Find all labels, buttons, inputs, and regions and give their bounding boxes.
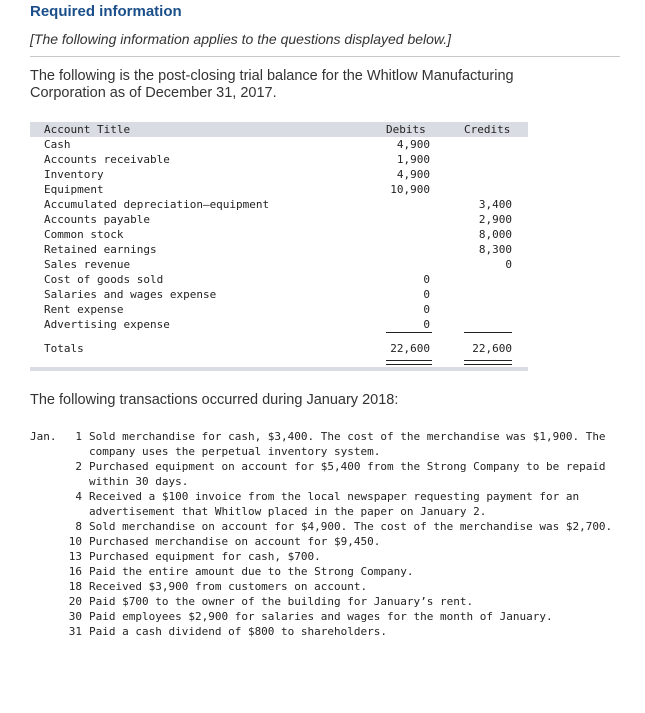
account-title-cell: Cash [44, 138, 71, 151]
transaction-text: Paid $700 to the owner of the building for January’s rent. [89, 595, 474, 608]
transaction-item [30, 459, 630, 489]
debit-sum-line [386, 332, 432, 333]
debit-cell: 0 [423, 273, 430, 286]
table-row [30, 197, 528, 212]
account-title-cell: Sales revenue [44, 258, 131, 271]
transaction-day: 2 [75, 460, 82, 473]
transactions-list [30, 429, 630, 639]
account-title-cell: Rent expense [44, 303, 124, 316]
account-title-cell: Accounts payable [44, 213, 150, 226]
table-row [30, 302, 528, 317]
trial-balance-header [30, 122, 528, 137]
table-bottom-bar [30, 367, 528, 371]
account-title-cell: Inventory [44, 168, 104, 181]
credit-cell: 8,000 [478, 228, 512, 241]
header-debits: Debits [386, 123, 426, 136]
account-title-cell: Salaries and wages expense [44, 288, 217, 301]
header-account-title: Account Title [44, 123, 131, 136]
transaction-day: 10 [68, 535, 82, 548]
credit-sum-line [464, 332, 512, 333]
header-credits: Credits [464, 123, 511, 136]
transaction-item [30, 579, 630, 594]
account-title-cell: Common stock [44, 228, 124, 241]
table-row [30, 317, 528, 332]
transaction-text: Purchased merchandise on account for $9,450. [89, 535, 381, 548]
credit-cell: 0 [505, 258, 512, 271]
debit-cell: 4,900 [396, 138, 430, 151]
debit-cell: 0 [423, 303, 430, 316]
transaction-item [30, 549, 630, 564]
account-title-cell: Accumulated depreciation—equipment [44, 198, 270, 211]
transaction-text: Sold merchandise for cash, $3,400. The cost of the merchandise was $1,900. The company uses the perpetual inventory system. [89, 430, 613, 458]
transaction-day: 4 [75, 490, 82, 503]
table-row [30, 242, 528, 257]
transaction-text: Purchased equipment for cash, $700. [89, 550, 321, 563]
table-row [30, 137, 528, 152]
transaction-day: 30 [68, 610, 82, 623]
transaction-item [30, 519, 630, 534]
table-row [30, 167, 528, 182]
debit-cell: 4,900 [396, 168, 430, 181]
trial-balance-rows [30, 137, 528, 332]
table-row [30, 212, 528, 227]
account-title-cell: Retained earnings [44, 243, 157, 256]
transactions-intro: The following transactions occurred during January 2018: [30, 392, 399, 408]
transaction-day: 1 [75, 430, 82, 443]
table-row [30, 227, 528, 242]
credit-cell: 8,300 [478, 243, 512, 256]
transaction-item [30, 609, 630, 624]
transaction-text: Paid a cash dividend of $800 to shareholders. [89, 625, 388, 638]
transaction-text: Paid employees $2,900 for salaries and wages for the month of January. [89, 610, 553, 623]
account-title-cell: Cost of goods sold [44, 273, 164, 286]
transaction-day: 20 [68, 595, 82, 608]
intro-text: The following is the post-closing trial balance for the Whitlow Manufacturing Corporation as of December 31, 2017. [30, 68, 514, 101]
trial-balance-table [30, 122, 528, 371]
transaction-text: Sold merchandise on account for $4,900. The cost of the merchandise was $2,700. [89, 520, 613, 533]
totals-debit: 22,600 [390, 342, 430, 355]
table-row [30, 287, 528, 302]
transaction-day: 8 [75, 520, 82, 533]
account-title-cell: Equipment [44, 183, 104, 196]
transaction-day: 31 [68, 625, 82, 638]
transaction-day: 13 [68, 550, 82, 563]
transaction-day: 16 [68, 565, 82, 578]
table-row [30, 272, 528, 287]
totals-credit: 22,600 [472, 342, 512, 355]
transaction-text: Received a $100 invoice from the local newspaper requesting payment for an advertisement that Whitlow placed in the paper on January 2. [89, 490, 586, 518]
totals-label: Totals [44, 342, 84, 355]
info-note: [The following information applies to the questions displayed below.] [30, 31, 452, 47]
transaction-item [30, 594, 630, 609]
table-row [30, 182, 528, 197]
credit-double-underline [464, 360, 512, 365]
credit-cell: 3,400 [478, 198, 512, 211]
debit-cell: 0 [423, 288, 430, 301]
transaction-item [30, 489, 630, 519]
credit-cell: 2,900 [478, 213, 512, 226]
debit-cell: 10,900 [390, 183, 430, 196]
transaction-item [30, 624, 630, 639]
debit-cell: 1,900 [396, 153, 430, 166]
debit-cell: 0 [423, 318, 430, 331]
transaction-text: Received $3,900 from customers on account. [89, 580, 368, 593]
transaction-item [30, 564, 630, 579]
transaction-text: Paid the entire amount due to the Strong Company. [89, 565, 414, 578]
page-title: Required information [30, 3, 182, 20]
divider [30, 56, 620, 57]
table-row [30, 257, 528, 272]
account-title-cell: Advertising expense [44, 318, 170, 331]
debit-double-underline [386, 360, 432, 365]
transaction-day: 18 [68, 580, 82, 593]
table-row [30, 152, 528, 167]
account-title-cell: Accounts receivable [44, 153, 170, 166]
transaction-item [30, 429, 630, 459]
totals-row [30, 338, 528, 360]
transaction-text: Purchased equipment on account for $5,400 from the Strong Company to be repaid within 30 days. [89, 460, 613, 488]
transactions-month: Jan. [30, 430, 57, 443]
transaction-item [30, 534, 630, 549]
